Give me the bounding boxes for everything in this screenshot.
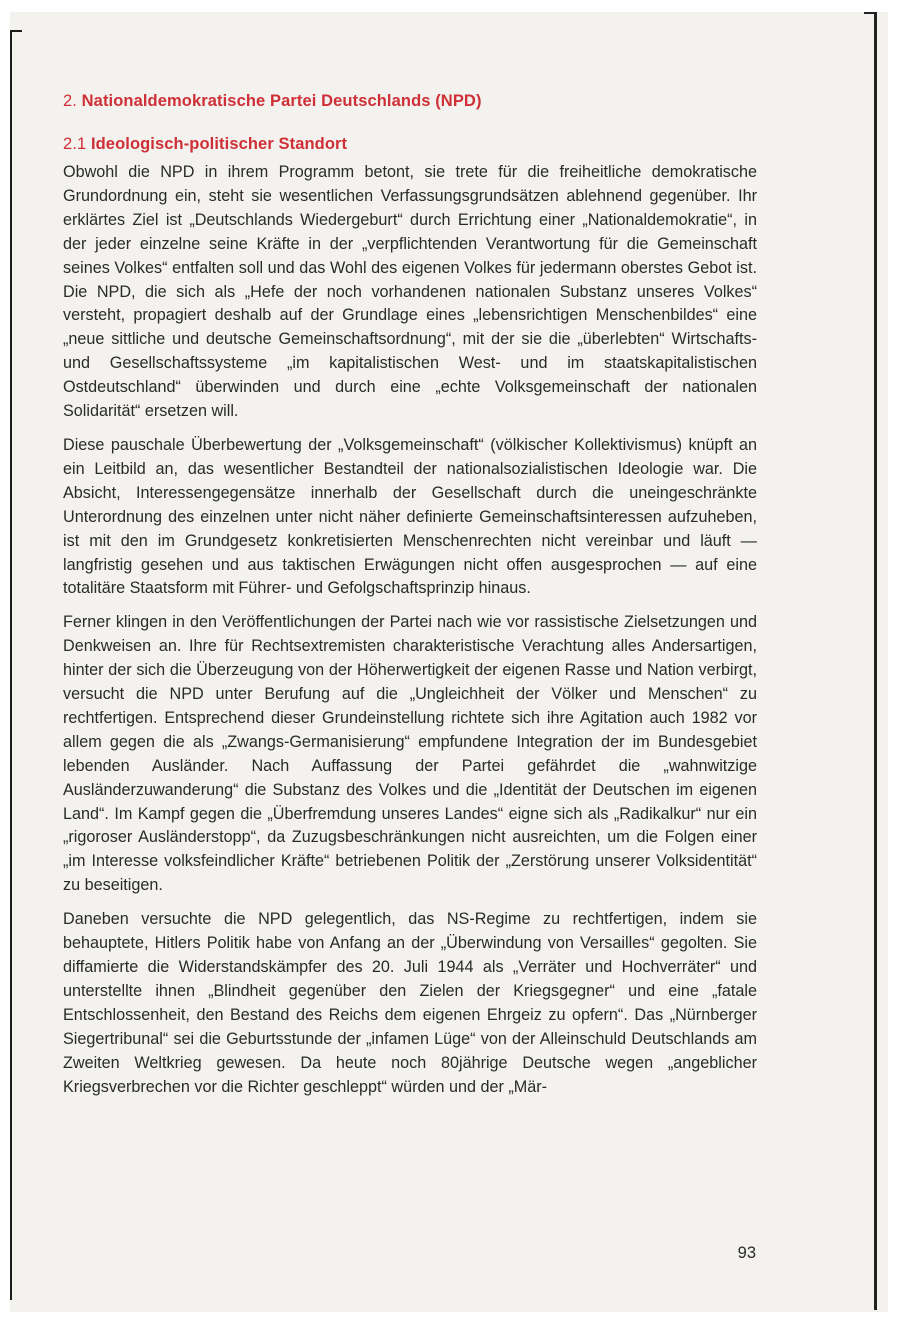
paragraph: Daneben versuchte die NPD gelegentlich, das NS-Regime zu rechtfertigen, indem sie behauptete, Hitlers Politik habe von Anfang an der „Überwindung von Versailles“ gegolten. Sie diffamierte die Widerstandskämpfer des 20. Juli 1944 als „Verräter und Hochverräter“ und unterstellte ihnen „Blindheit gegenüber den Zielen der Kriegsgegner“ und eine „fatale Entschlossenheit, den Bestand des Reichs dem eigenen Ehrgeiz zu opfern“. Das „Nürnberger Siegertribunal“ sei die Geburtsstunde der „infamen Lüge“ von der Alleinschuld Deutschlands am Zweiten Weltkrieg gewesen. Da heute noch 80jährige Deutsche wegen „angeblicher Kriegsverbrechen vor die Richter geschleppt“ würden und der „Mär- [63,910,757,1096]
subsection-heading [63,135,757,154]
page-number: 93 [737,1244,756,1262]
section-number: 2. [63,92,77,110]
subsection-title: Ideologisch-politischer Standort [90,135,348,153]
paragraph: Obwohl die NPD in ihrem Programm betont, sie trete für die freiheitliche demokratische Grundordnung ein, steht sie wesentlichen Verfassungsgrundsätzen ablehnend gegenüber. Ihr erklärtes Ziel ist „Deutschlands Wiedergeburt“ durch Errichtung einer „Nationaldemokratie“, in der jeder einzelne seine Kräfte in der „verpflichtenden Verantwortung für die Gemeinschaft seines Volkes“ entfalten soll und das Wohl des eigenen Volkes für jedermann oberstes Gebot ist. Die NPD, die sich als „Hefe der noch vorhandenen nationalen Substanz unseres Volkes“ versteht, propagiert deshalb auf der Grundlage eines „lebensrichtigen Menschenbildes“ eine „neue sittliche und deutsche Gemeinschaftsordnung“, mit der sie die „überlebten“ Wirtschafts- und Gesellschaftssysteme „im kapitalistischen West- und im staatskapitalistischen Ostdeutschland“ überwinden und durch eine „echte Volksgemeinschaft der nationalen Solidarität“ ersetzen will. [63,163,757,421]
section-heading [63,92,757,111]
scan-edge-right [874,12,877,1310]
scan-edge-left-corner [10,30,22,32]
scan-edge-right-corner [864,12,876,14]
subsection-number: 2.1 [63,135,87,153]
paragraph: Ferner klingen in den Veröffentlichungen der Partei nach wie vor rassistische Zielsetzungen und Denkweisen an. Ihre für Rechtsextremisten charakteristische Verachtung alles Andersartigen, hinter der sich die Überzeugung von der Höherwertigkeit der eigenen Rasse und Nation verbirgt, versucht die NPD unter Berufung auf die „Ungleichheit der Völker und Menschen“ zu rechtfertigen. Entsprechend dieser Grundeinstellung richtete sich ihre Agitation auch 1982 vor allem gegen die als „Zwangs-Germanisierung“ empfundene Integration der im Bundesgebiet lebenden Ausländer. Nach Auffassung der Partei gefährdet die „wahnwitzige Ausländerzuwanderung“ die Substanz des Volkes und die „Identität der Deutschen im eigenen Land“. Im Kampf gegen die „Überfremdung unseres Landes“ eigne sich als „Radikalkur“ nur ein „rigoroser Ausländerstopp“, da Zuzugsbeschränkungen nicht ausreichten, um die Folgen einer „im Interesse volksfeindlicher Kräfte“ betriebenen Politik der „Zerstörung unserer Volksidentität“ zu beseitigen. [63,613,757,895]
scan-edge-left [10,30,12,1300]
page-content [63,92,757,1109]
section-title: Nationaldemokratische Partei Deutschlands (NPD) [81,92,482,110]
paragraph: Diese pauschale Überbewertung der „Volksgemeinschaft“ (völkischer Kollektivismus) knüpft an ein Leitbild an, das wesentlicher Bestandteil der nationalsozialistischen Ideologie war. Die Absicht, Interessengegensätze innerhalb der Gesellschaft durch die uneingeschränkte Unterordnung des einzelnen unter nicht näher definierte Gemeinschaftsinteressen aufzuheben, ist mit den im Grundgesetz konkretisierten Menschenrechten nicht vereinbar und läuft — langfristig gesehen und aus taktischen Erwägungen nicht offen ausgesprochen — auf eine totalitäre Staatsform mit Führer- und Gefolgschaftsprinzip hinaus. [63,435,757,598]
